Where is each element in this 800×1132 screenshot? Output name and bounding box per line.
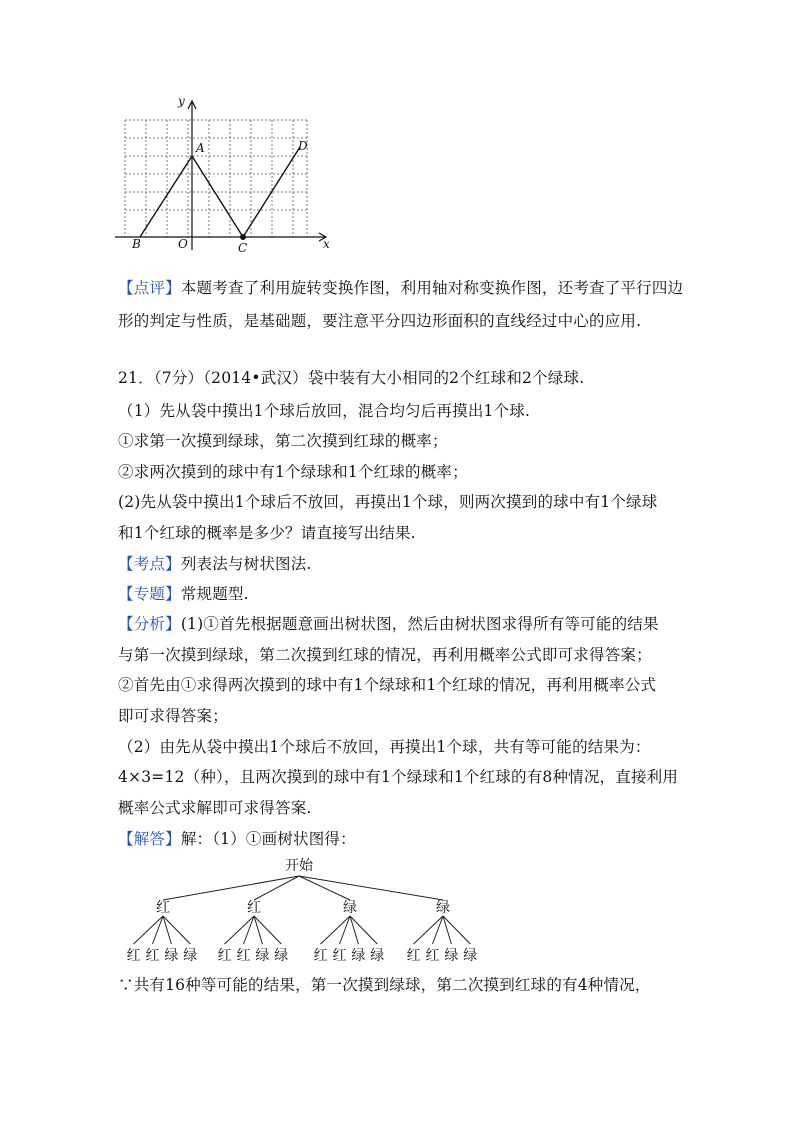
fenxi-line-7: 概率公式求解即可求得答案.	[118, 799, 312, 817]
tree-leaf-label: 红	[217, 948, 232, 964]
tree-leaf-label: 红	[145, 948, 160, 964]
fenxi-line-2: 与第一次摸到绿球，第二次摸到红球的情况，再利用概率公式即可求得答案；	[118, 646, 652, 664]
tree-root-label: 开始	[285, 858, 313, 874]
tree-branch-label: 绿	[436, 900, 450, 916]
jieda-text: 解：（1）①画树状图得：	[180, 830, 356, 848]
tree-diagram	[118, 852, 488, 970]
comment-tag: 【点评】	[118, 279, 181, 297]
question-part-1: （1）先从袋中摸出1个球后放回，混合均匀后再摸出1个球.	[118, 402, 531, 420]
tree-edge-leaf	[340, 916, 351, 944]
tree-leaf-label: 红	[406, 948, 421, 964]
tree-edge-leaf	[433, 916, 444, 944]
tree-leaf-label: 绿	[274, 948, 289, 964]
zhuanti-tag: 【专题】	[118, 585, 181, 603]
point-c-dot	[240, 234, 246, 240]
tree-leaf-label: 绿	[255, 948, 270, 964]
tree-edge-leaf	[244, 916, 255, 944]
question-part-2-line-1: (2)先从袋中摸出1个球后不放回，再摸出1个球，则两次摸到的球中有1个绿球	[118, 493, 658, 511]
coordinate-grid-figure	[110, 92, 340, 257]
fenxi-text-1: (1)①首先根据题意画出树状图，然后由树状图求得所有等可能的结果	[180, 615, 659, 633]
question-part-2-line-2: 和1个红球的概率是多少？请直接写出结果.	[118, 524, 416, 542]
tree-leaf-label: 绿	[164, 948, 179, 964]
tree-edge-leaf	[153, 916, 164, 944]
question-part-1a: ①求第一次摸到绿球，第二次摸到红球的概率；	[118, 432, 448, 450]
tree-leaf-label: 红	[126, 948, 141, 964]
question-part-1b: ②求两次摸到的球中有1个绿球和1个红球的概率；	[118, 463, 468, 481]
jieda-tag: 【解答】	[118, 830, 181, 848]
tree-leaf-label: 红	[236, 948, 251, 964]
tree-edge-leaf	[134, 916, 163, 944]
jieda-line	[118, 829, 356, 849]
comment-line-1	[118, 278, 683, 298]
zhuanti-text: 常规题型.	[180, 585, 249, 603]
y-axis-label: y	[178, 94, 185, 108]
tree-edge-root-3	[299, 876, 443, 900]
tree-leaf-label: 红	[425, 948, 440, 964]
tree-leaf-label: 绿	[183, 948, 198, 964]
x-axis-label: x	[323, 237, 330, 251]
tree-leaf-label: 绿	[351, 948, 366, 964]
tree-branch-label: 绿	[343, 900, 357, 916]
tree-leaf-label: 绿	[444, 948, 459, 964]
fenxi-line-1	[118, 614, 659, 634]
tree-lines	[134, 876, 471, 944]
point-o-label: O	[178, 237, 188, 251]
tree-edge-root-0	[163, 876, 299, 900]
tree-edge-leaf	[321, 916, 350, 944]
conclusion-line: ∵共有16种等可能的结果，第一次摸到绿球，第二次摸到红球的有4种情况，	[118, 976, 651, 994]
kaodian-line	[118, 554, 312, 574]
kaodian-tag: 【考点】	[118, 555, 181, 573]
tree-edge-leaf	[414, 916, 443, 944]
tree-branch-label: 红	[247, 900, 261, 916]
tree-leaf-label: 红	[313, 948, 328, 964]
comment-line-2: 形的判定与性质，是基础题，要注意平分四边形面积的直线经过中心的应用.	[118, 312, 642, 330]
fenxi-line-6: 4×3=12（种），且两次摸到的球中有1个绿球和1个红球的有8种情况，直接利用	[118, 768, 679, 786]
comment-text-1: 本题考查了利用旋转变换作图，利用轴对称变换作图，还考查了平行四边	[180, 279, 684, 297]
point-d-label: D	[298, 139, 308, 153]
tree-branch-label: 红	[156, 900, 170, 916]
shape-outline	[140, 147, 300, 237]
question-header: 21．（7分）（2014•武汉）袋中装有大小相同的2个红球和2个绿球.	[118, 369, 585, 387]
tree-leaf-label: 绿	[463, 948, 478, 964]
tree-leaf-label: 红	[332, 948, 347, 964]
kaodian-text: 列表法与树状图法.	[180, 555, 312, 573]
point-a-label: A	[196, 141, 205, 155]
zhuanti-line	[118, 584, 249, 604]
point-b-label: B	[132, 237, 141, 251]
tree-edge-root-2	[299, 876, 350, 900]
fenxi-tag: 【分析】	[118, 615, 181, 633]
point-c-label: C	[238, 241, 248, 255]
fenxi-line-5: （2）由先从袋中摸出1个球后不放回，再摸出1个球，共有等可能的结果为：	[118, 738, 651, 756]
fenxi-line-4: 即可求得答案；	[118, 707, 228, 725]
tree-leaf-label: 绿	[370, 948, 385, 964]
tree-edge-leaf	[225, 916, 254, 944]
fenxi-line-3: ②首先由①求得两次摸到的球中有1个绿球和1个红球的情况，再利用概率公式	[118, 676, 657, 694]
